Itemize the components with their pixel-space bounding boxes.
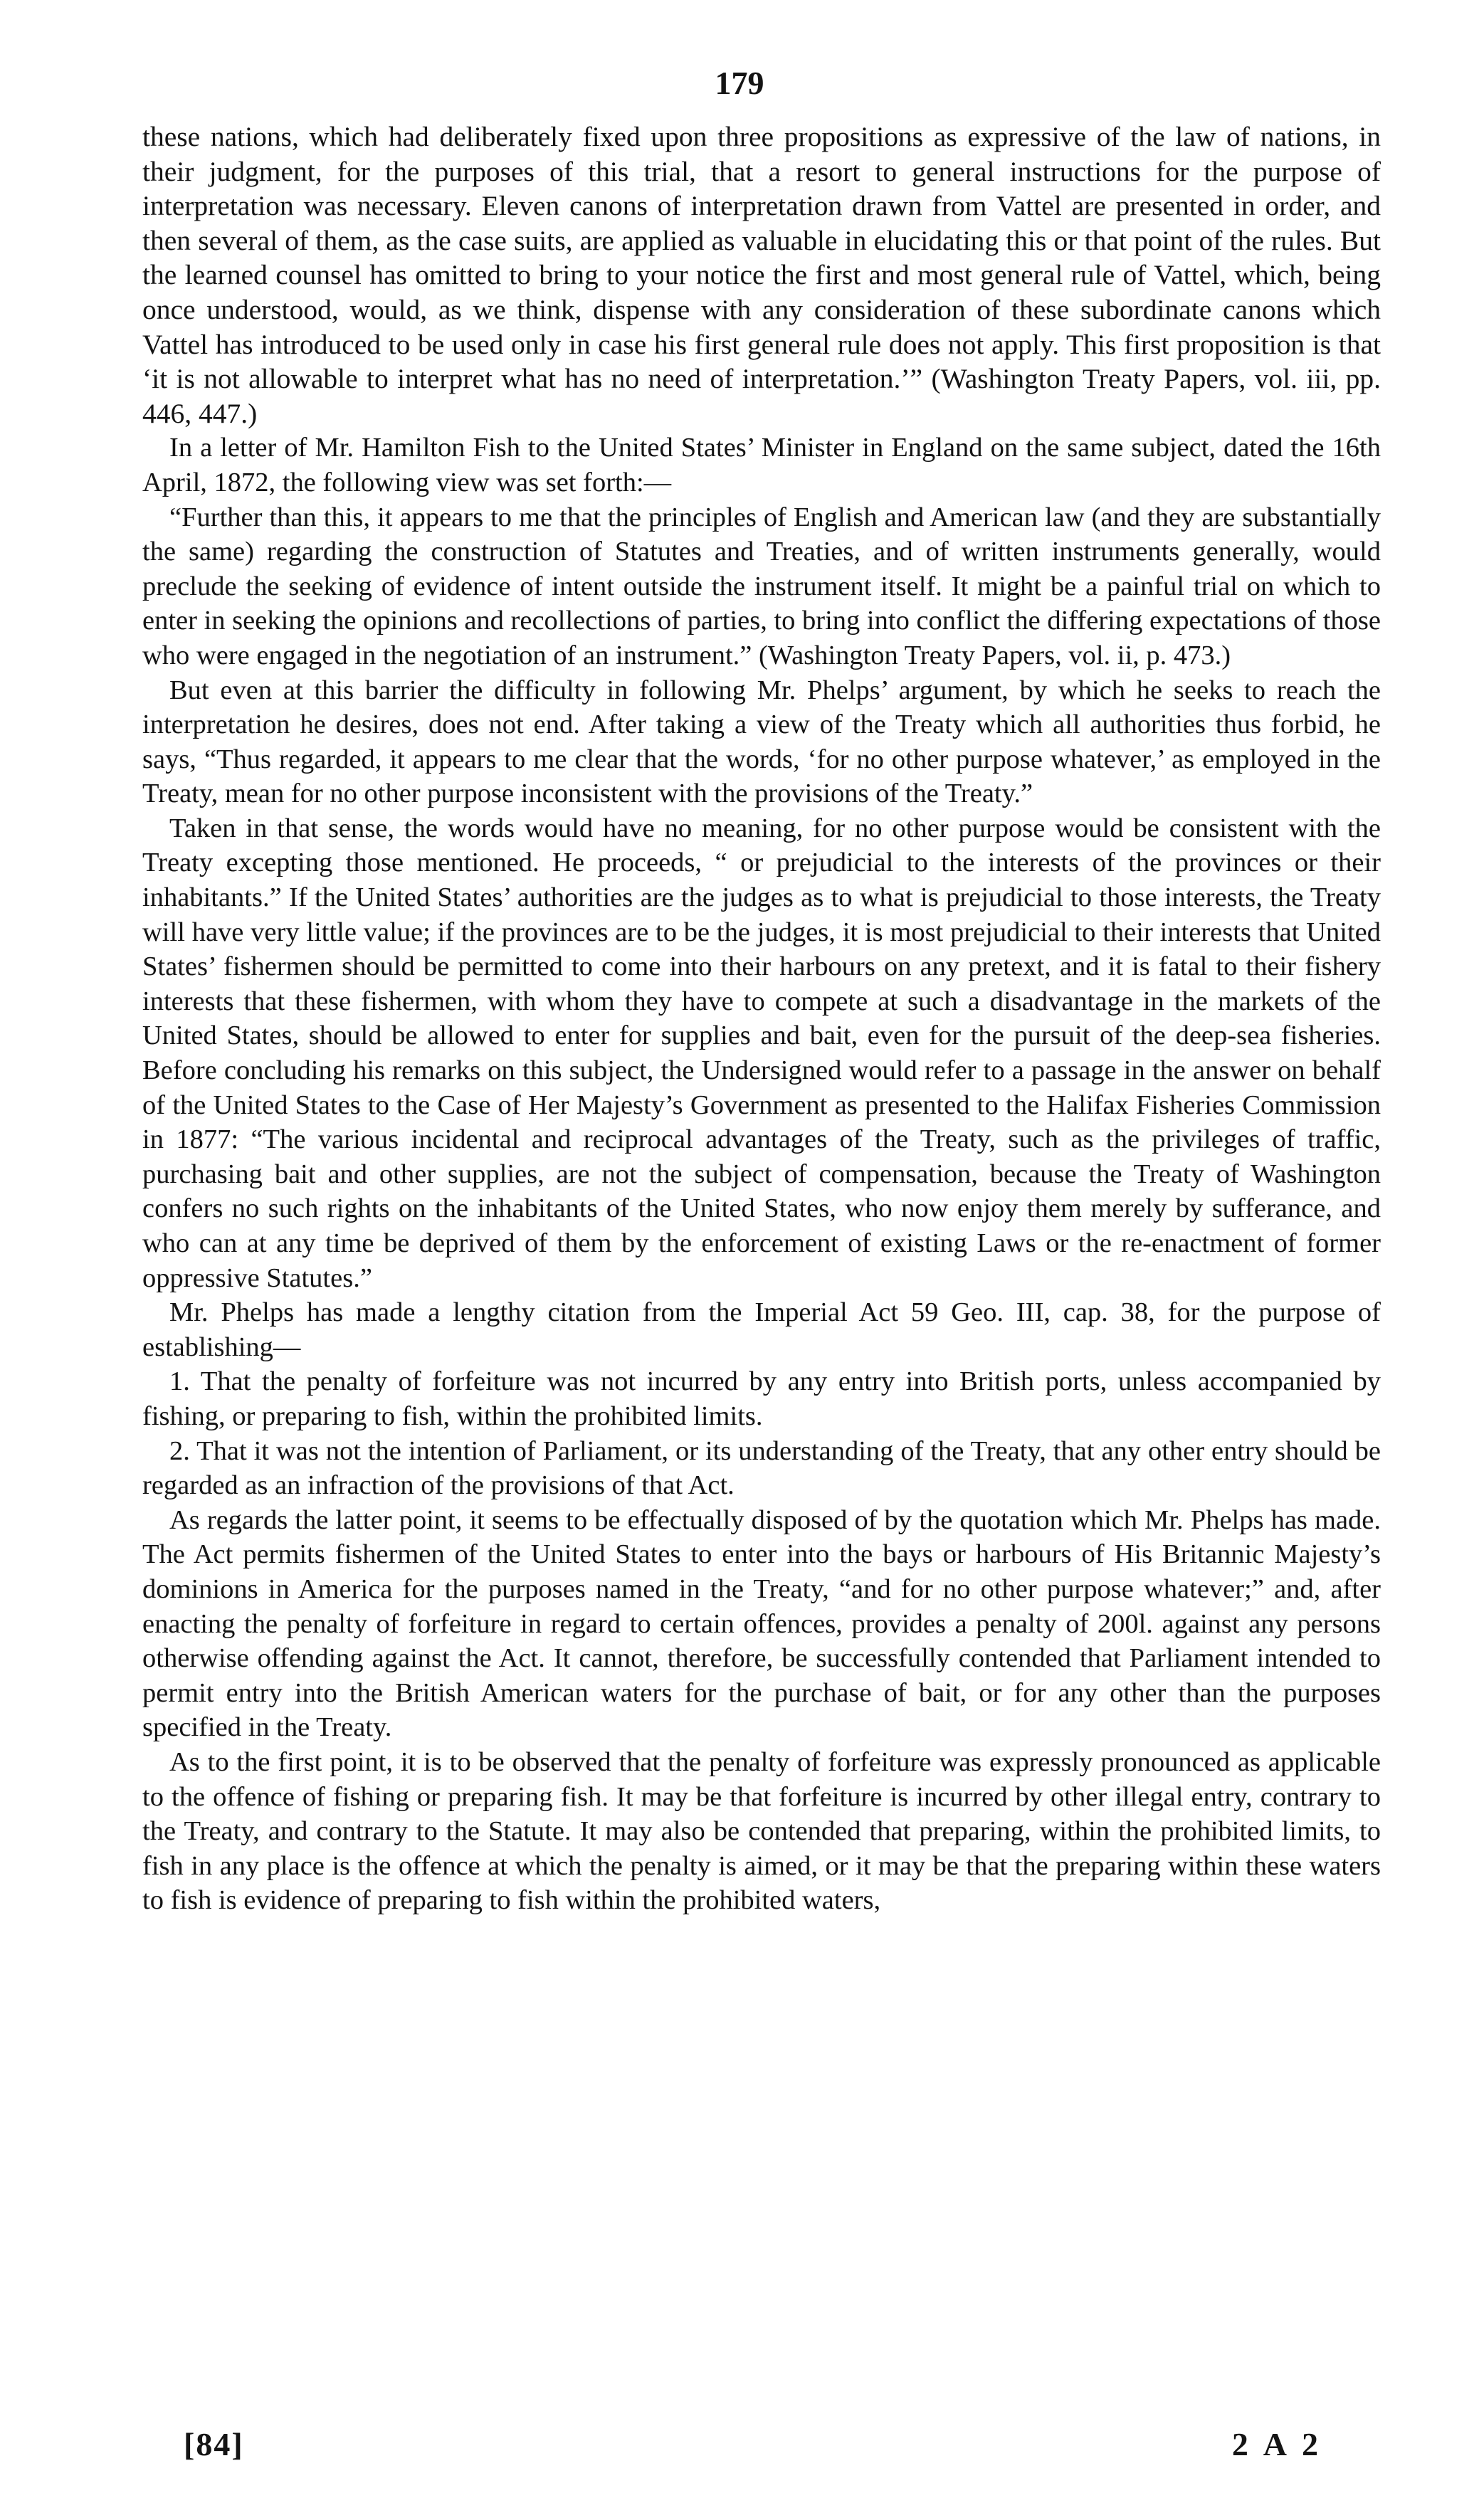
printer-signature: 2 A 2	[1231, 2426, 1322, 2462]
paragraph-latter-point: As regards the latter point, it seems to be effectually disposed of by the quotation which Mr. Phelps has made. The Act permits fishermen of the United States to enter into the bays or harbours of His Britannic Majesty’s dominions in America for the purposes named in the Treaty, “and for no other purpose whatever;” and, after enacting the penalty of forfeiture in regard to certain offences, provides a penalty of 200l. against any persons otherwise offending against the Act. It cannot, therefore, be successfully contended that Parliament intended to permit entry into the British American waters for the purchase of bait, or for any other than the purposes specified in the Treaty.	[142, 1504, 1381, 1743]
page-number: 179	[715, 65, 764, 101]
paragraph-barrier: But even at this barrier the difficulty in following Mr. Phelps’ argument, by which he seeks to reach the interpretation he desires, does not end. After taking a view of the Treaty which all authorities thus forbid, he says, “Thus regarded, it appears to me clear that the words, ‘for no other purpose whatever,’ as employed in the Treaty, mean for no other purpose inconsistent with the provisions of the Treaty.”	[142, 675, 1381, 809]
list-item-2: 2. That it was not the intention of Parliament, or its understanding of the Treaty, that any other entry should be regarded as an infraction of the provisions of that Act.	[142, 1435, 1381, 1501]
paragraph-imperial-act: Mr. Phelps has made a lengthy citation from the Imperial Act 59 Geo. III, cap. 38, for the purpose of establishing—	[142, 1297, 1381, 1362]
list-item-1: 1. That the penalty of forfeiture was not incurred by any entry into British ports, unless accompanied by fishing, or preparing to fish, within the prohibited limits.	[142, 1366, 1381, 1431]
paragraph-taken-in-sense: Taken in that sense, the words would have no meaning, for no other purpose would be consistent with the Treaty excepting those mentioned. He proceeds, “ or prejudicial to the interests of the provinces or their inhabitants.” If the United States’ authorities are the judges as to what is prejudicial to those interests, the Treaty will have very little value; if the provinces are to be the judges, it is most prejudicial to their interests that United States’ fishermen should be permitted to come into their harbours on any pretext, and it is fatal to their fishery interests that these fishermen, with whom they have to compete at such a disadvantage in the markets of the United States, should be allowed to enter for supplies and bait, even for the pursuit of the deep-sea fisheries. Before concluding his remarks on this subject, the Undersigned would refer to a passage in the answer on behalf of the United States to the Case of Her Majesty’s Government as presented to the Halifax Fisheries Commission in 1877: “The various incidental and reciprocal advantages of the Treaty, such as the privileges of traffic, purchasing bait and other supplies, are not the subject of compensation, because the Treaty of Washington confers no such rights on the inhabitants of the United States, who now enjoy them merely by sufferance, and who can at any time be deprived of them by the enforcement of existing Laws or the re-enactment of former oppressive Statutes.”	[142, 813, 1381, 1293]
paragraph-continued: these nations, which had deliberately fixed upon three propositions as expressive of the law of nations, in their judgment, for the purposes of this trial, that a resort to general instructions for the purpose of interpretation was necessary. Eleven canons of interpretation drawn from Vattel are presented in order, and then several of them, as the case suits, are applied as valuable in elucidating this or that point of the rules. But the learned counsel has omitted to bring to your notice the first and most general rule of Vattel, which, being once understood, would, as we think, dispense with any consideration of these subordinate canons which Vattel has introduced to be used only in case his first general rule does not apply. This first proposition is that ‘it is not allowable to interpret what has no need of interpretation.’” (Washington Treaty Papers, vol. iii, pp. 446, 447.)	[142, 121, 1381, 429]
body-text	[142, 120, 1381, 1918]
paragraph-first-point: As to the first point, it is to be observed that the penalty of forfeiture was expressly pronounced as applicable to the offence of fishing or preparing fish. It may be that forfeiture is incurred by other illegal entry, contrary to the Treaty, and contrary to the Statute. It may also be contended that preparing, within the prohibited limits, to fish in any place is the offence at which the penalty is aimed, or it may be that the preparing within these waters to fish is evidence of preparing to fish within the prohibited waters,	[142, 1746, 1381, 1916]
paragraph-fish-letter: In a letter of Mr. Hamilton Fish to the United States’ Minister in England on the same subject, dated the 16th April, 1872, the following view was set forth:—	[142, 433, 1381, 497]
paragraph-quotation: “Further than this, it appears to me that the principles of English and American law (and they are substantially the same) regarding the construction of Statutes and Treaties, and of written instruments generally, would preclude the seeking of evidence of intent outside the instrument itself. It might be a painful trial on which to enter in seeking the opinions and recollections of parties, to bring into conflict the differing expectations of those who were engaged in the negotiation of an instrument.” (Washington Treaty Papers, vol. ii, p. 473.)	[142, 502, 1381, 670]
sheet-mark: [84]	[184, 2426, 244, 2462]
